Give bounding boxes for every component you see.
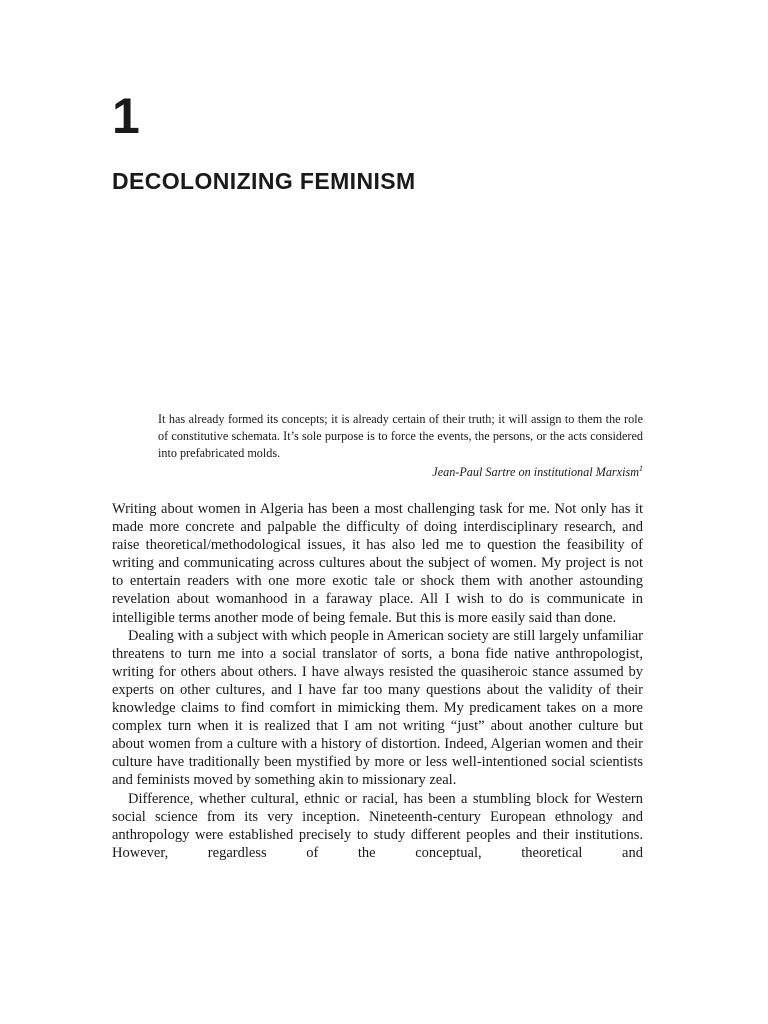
epigraph-text: It has already formed its concepts; it is already certain of their truth; it will assign to them the role of constitutive schemata. It’s sole purpose is to force the events, the persons, or the acts considered into prefabricated molds. [158,412,643,460]
paragraph: Writing about women in Algeria has been a most challenging task for me. Not only has it made more concrete and palpable the difficulty of doing interdisciplinary research, and raise theoretical/methodological issues, it has also led me to question the feasibility of writing and communicating across cultures about the subject of women. My project is not to entertain readers with one more exotic tale or shock them with another astounding revelation about womanhood in a faraway place. All I wish to do is communicate in intelligible terms another mode of being female. But this is more easily said than done. [112,501,643,626]
paragraph: Dealing with a subject with which people in American society are still largely unfamiliar threatens to turn me into a social translator of sorts, a bona fide native anthropologist, writing for others about others. I have always resisted the quasiheroic stance assumed by experts on other cultures, and I have far too many questions about the validity of their knowledge claims to find comfort in mimicking them. My predicament takes on a more complex turn when it is realized that I am not writing “just” about another culture but about women from a culture with a history of distortion. Indeed, Algerian women and their culture have traditionally been mystified by more or less well-intentioned social scientists and feminists moved by something akin to missionary zeal. [112,627,643,789]
chapter-number: 1 [112,88,140,144]
epigraph-attribution-text: Jean-Paul Sartre on institutional Marxism [432,465,639,480]
chapter-title: DECOLONIZING FEMINISM [112,168,416,194]
epigraph [158,411,643,481]
paragraph: Difference, whether cultural, ethnic or racial, has been a stumbling block for Western social science from its very inception. Nineteenth-century European ethnology and anthropology were established precisely to study different peoples and their institutions. However, regardless of the conceptual, theoretical and [112,790,643,861]
footnote-reference[interactable]: 1 [639,464,643,474]
body-text [112,500,643,862]
epigraph-attribution [158,461,643,481]
